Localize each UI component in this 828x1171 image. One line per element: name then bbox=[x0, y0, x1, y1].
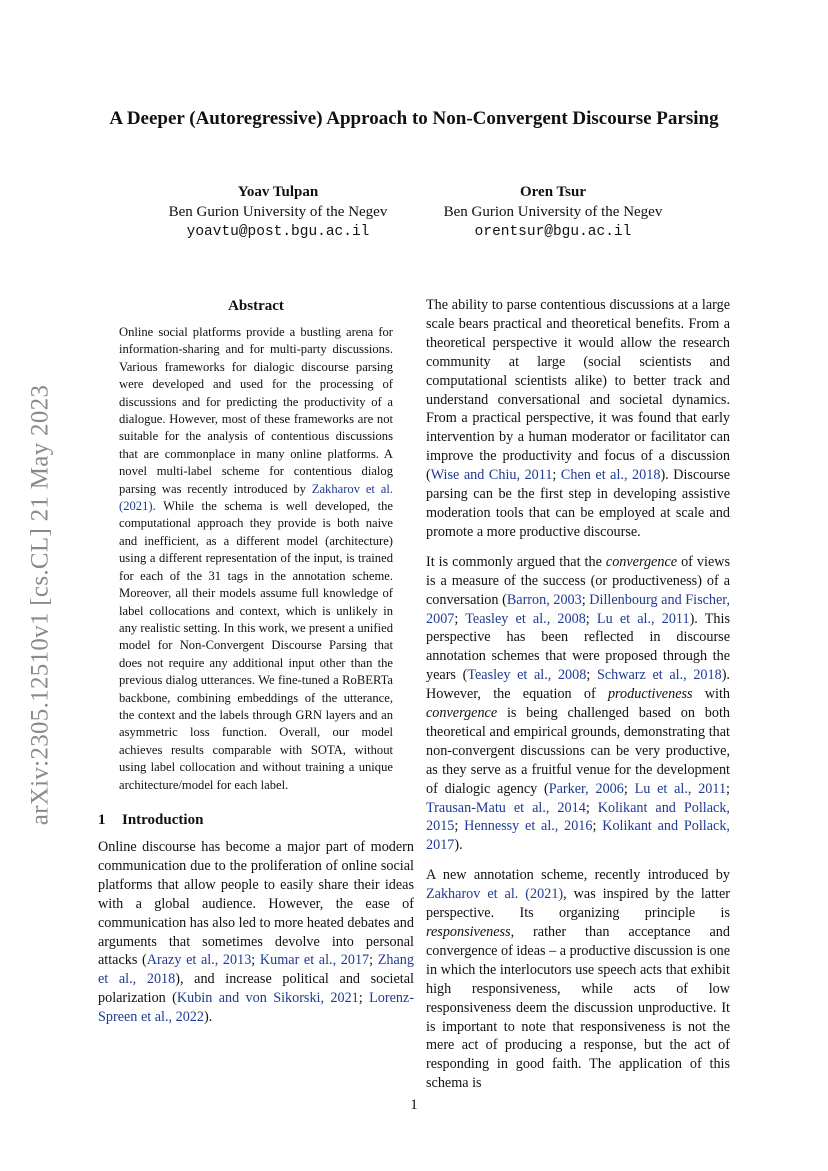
citation-link[interactable]: Teasley et al., 2008 bbox=[465, 610, 586, 627]
citation-link[interactable]: Zhang et al., 2018 bbox=[98, 952, 414, 988]
author-affiliation: Ben Gurion University of the Negev bbox=[443, 204, 663, 220]
author-email[interactable]: yoavtu@post.bgu.ac.il bbox=[186, 224, 370, 240]
citation-link[interactable]: Lu et al., 2011 bbox=[596, 610, 690, 627]
author-name: Oren Tsur bbox=[520, 184, 586, 200]
citation-link[interactable]: Kolikant and Pollack, 2017 bbox=[426, 818, 730, 854]
citation-link[interactable]: Schwarz et al., 2018 bbox=[596, 667, 722, 684]
citation-link[interactable]: Kubin and von Sikorski, 2021 bbox=[176, 990, 359, 1007]
citation-link[interactable]: Zakharov et al. (2021) bbox=[119, 481, 393, 514]
citation-link[interactable]: Lorenz-Spreen et al., 2022 bbox=[98, 990, 414, 1026]
page-number: 1 bbox=[410, 1097, 418, 1113]
section-title: Introduction bbox=[122, 811, 204, 828]
citation-link[interactable]: Dillenbourg and Fischer, 2007 bbox=[426, 591, 730, 627]
arxiv-identifier: arXiv:2305.12510v1 [cs.CL] 21 May 2023 bbox=[26, 384, 54, 826]
citation-link[interactable]: Kolikant and Pollack, 2015 bbox=[426, 799, 730, 835]
section-heading-introduction bbox=[98, 810, 414, 830]
right-column bbox=[426, 296, 730, 1093]
author-name: Yoav Tulpan bbox=[237, 184, 319, 200]
citation-link[interactable]: Lu et al., 2011 bbox=[634, 780, 727, 797]
abstract-heading: Abstract bbox=[228, 298, 284, 314]
author-email[interactable]: orentsur@bgu.ac.il bbox=[474, 224, 632, 240]
intro-paragraph-1: Online discourse has become a major part of modern communication due to the proliferation of online social platforms that allow people to easily share their ideas with a global audience. However, the ease of communication has also led to more heated debates and arguments that sometimes devolve into personal attacks (Arazy et al., 2013; Kumar et al., 2017; Zhang et al., 2018), and increase political and societal polarization (Kubin and von Sikorski, 2021; Lorenz-Spreen et al., 2022). bbox=[98, 838, 414, 1026]
paper-title: A Deeper (Autoregressive) Approach to Non-Convergent Discourse Parsing bbox=[109, 108, 719, 129]
citation-link[interactable]: Barron, 2003 bbox=[506, 591, 582, 608]
arxiv-sidebar bbox=[20, 355, 60, 855]
abstract-body: Online social platforms provide a bustling arena for information-sharing and for multi-party discussions. Various frameworks for dialogic discourse parsing were developed and used for the processing of discussions and for predicting the productivity of a dialogue. However, most of these frameworks are not suitable for the analysis of contentious discussions that are commonplace in many online platforms. A novel multi-label scheme for contentious dialog parsing was recently introduced by Zakharov et al. (2021). While the schema is well developed, the computational approach they provide is both naive and inefficient, as a different model (architecture) using a different representation of the input, is trained for each of the 31 tags in the annotation scheme. Moreover, all their models assume full knowledge of label collocations and context, which is unlikely in any realistic setting. In this work, we present a unified model for Non-Convergent Discourse Parsing that does not require any additional input other than the previous dialog utterances. We fine-tuned a RoBERTa backbone, combining embeddings of the utterance, the context and the labels through GRN layers and an asymmetric loss function. Overall, our model achieves results comparable with SOTA, without using label collocation and without training a unique architecture/model for each label. bbox=[119, 325, 393, 792]
citation-link[interactable]: Kumar et al., 2017 bbox=[259, 952, 370, 969]
intro-paragraph-4: A new annotation scheme, recently introduced by Zakharov et al. (2021), was inspired by the latter perspective. Its organizing principle is responsiveness, rather than acceptance and convergence of ideas – a productive discussion is one in which the interlocutors use speech acts that exhibit high responsiveness, while acts of low responsiveness deem the discussion unproductive. It is important to note that responsiveness is not the mere act of producing a response, but the act of responding in good faith. The application of this schema is bbox=[426, 867, 730, 1092]
intro-paragraph-2: The ability to parse contentious discussions at a large scale bears practical and theoretical benefits. From a theoretical perspective it would allow the research community at large (social scientists and computational scientists alike) to better track and understand conversational and societal dynamics. From a practical perspective, it was found that early intervention by a human moderator or facilitator can improve the productivity and focus of a discussion (Wise and Chiu, 2011; Chen et al., 2018). Discourse parsing can be the first step in developing assistive moderation tools that can be employed at scale and promote a more productive discourse. bbox=[426, 297, 730, 540]
author-block-1 bbox=[118, 182, 438, 242]
citation-link[interactable]: Arazy et al., 2013 bbox=[146, 952, 252, 969]
citation-link[interactable]: Wise and Chiu, 2011 bbox=[430, 467, 553, 484]
citation-link[interactable]: Parker, 2006 bbox=[548, 780, 624, 797]
citation-link[interactable]: Hennessy et al., 2016 bbox=[464, 818, 593, 835]
left-column bbox=[98, 296, 414, 1027]
citation-link[interactable]: Chen et al., 2018 bbox=[560, 467, 661, 484]
author-affiliation: Ben Gurion University of the Negev bbox=[168, 204, 388, 220]
citation-link[interactable]: Trausan-Matu et al., 2014 bbox=[426, 799, 586, 816]
author-block-2 bbox=[393, 182, 713, 242]
citation-link[interactable]: Teasley et al., 2008 bbox=[467, 667, 587, 684]
section-number: 1 bbox=[98, 811, 106, 828]
citation-link[interactable]: Zakharov et al. (2021) bbox=[426, 886, 564, 903]
intro-paragraph-3: It is commonly argued that the convergence of views is a measure of the success (or productiveness) of a conversation (Barron, 2003; Dillenbourg and Fischer, 2007; Teasley et al., 2008; Lu et al., 2011). This perspective has been reflected in discourse annotation schemes that were proposed through the years (Teasley et al., 2008; Schwarz et al., 2018). However, the equation of productiveness with convergence is being challenged based on both theoretical and empirical grounds, demonstrating that non-convergent discussions can be very productive, as they serve as a fruitful venue for the development of dialogic agency (Parker, 2006; Lu et al., 2011; Trausan-Matu et al., 2014; Kolikant and Pollack, 2015; Hennessy et al., 2016; Kolikant and Pollack, 2017). bbox=[426, 553, 731, 854]
